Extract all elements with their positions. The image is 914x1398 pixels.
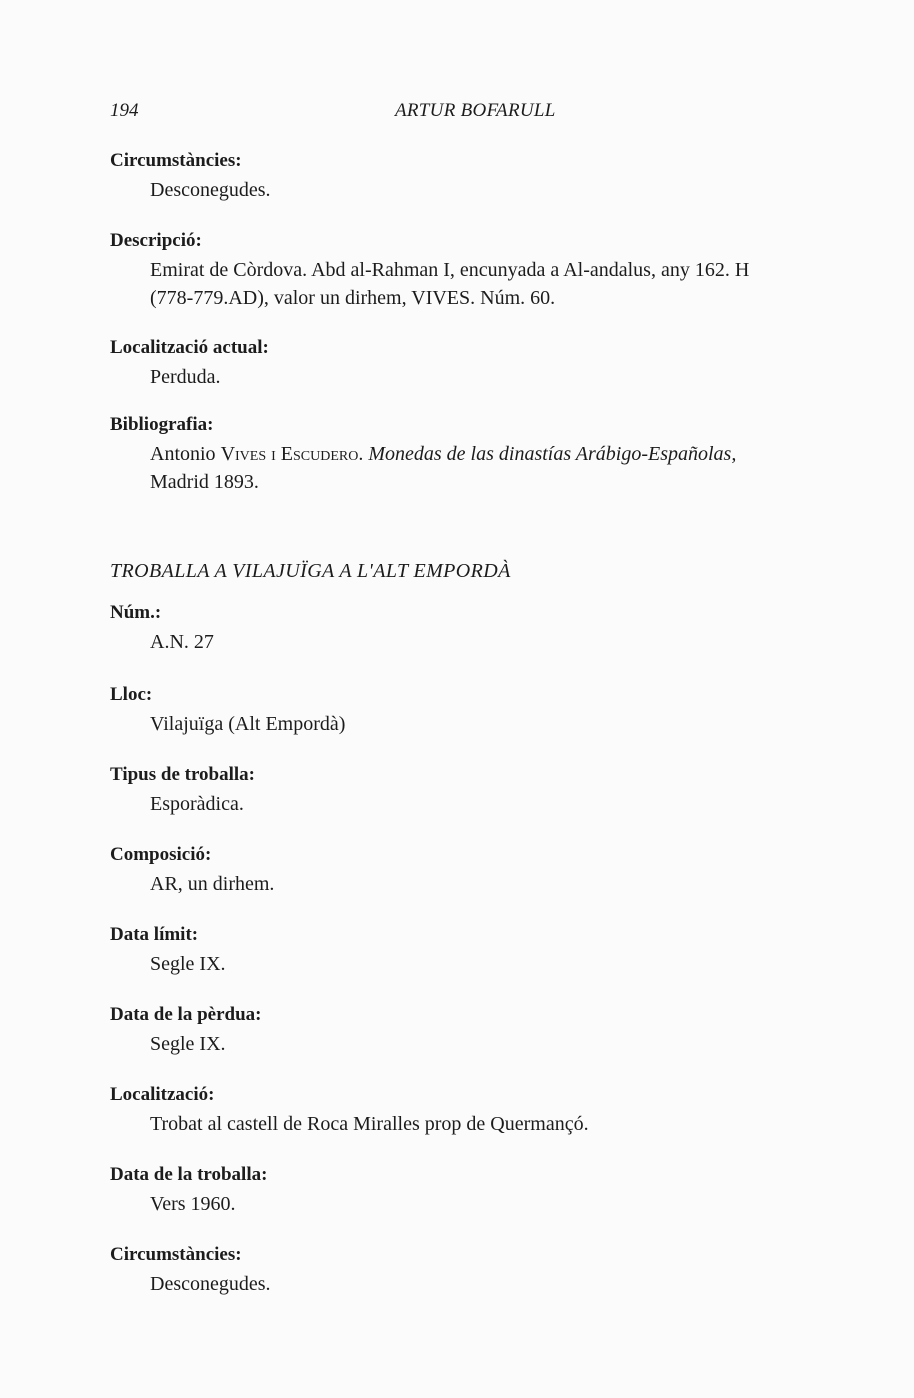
description-line-1: Emirat de Còrdova. Abd al-Rahman I, encunyada a Al-andalus, any 162. H (150, 259, 750, 281)
bibliography-place-year: Madrid 1893. (150, 471, 259, 493)
field-label: Tipus de troballa: (110, 764, 256, 785)
field-value: AR, un dirhem. (150, 873, 275, 895)
bibliography-author-first: Antonio (150, 443, 216, 465)
field-label: Bibliografia: (110, 414, 214, 435)
field-label: Descripció: (110, 230, 202, 251)
field-label: Data de la troballa: (110, 1164, 268, 1185)
field-label: Circumstàncies: (110, 150, 242, 171)
bibliography-title: Monedas de las dinastías Arábigo-Españolas, (368, 443, 737, 465)
record-field (110, 600, 870, 656)
page-number: 194 (110, 100, 139, 121)
record-field (110, 1242, 870, 1298)
field-bibliography (110, 412, 870, 496)
field-label: Composició: (110, 844, 212, 865)
record-field (110, 682, 870, 738)
field-label: Lloc: (110, 684, 153, 705)
field-value: Desconegudes. (150, 1273, 271, 1295)
field-label: Localització actual: (110, 337, 269, 358)
field-value: A.N. 27 (150, 631, 214, 653)
field-value: Desconegudes. (150, 179, 271, 201)
record-field (110, 1082, 870, 1138)
field-value: Esporàdica. (150, 793, 244, 815)
field-value: Segle IX. (150, 1033, 226, 1055)
field-label: Data de la pèrdua: (110, 1004, 262, 1025)
field-label: Circumstàncies: (110, 1244, 242, 1265)
field-description (110, 228, 870, 312)
record-field (110, 1162, 870, 1218)
description-line-2: (778-779.AD), valor un dirhem, VIVES. Núm. 60. (150, 287, 556, 309)
record-field (110, 922, 870, 978)
field-label: Data límit: (110, 924, 199, 945)
field-value (150, 440, 870, 496)
field-current-location (110, 335, 870, 391)
field-value: Vers 1960. (150, 1193, 236, 1215)
field-circumstances (110, 148, 870, 204)
record-field (110, 842, 870, 898)
field-label: Localització: (110, 1084, 215, 1105)
running-title: ARTUR BOFARULL (395, 100, 556, 121)
record-field (110, 1002, 870, 1058)
running-head (110, 100, 810, 130)
record-field (110, 762, 870, 818)
field-value: Perduda. (150, 366, 221, 388)
field-label: Núm.: (110, 602, 162, 623)
section-title: TROBALLA A VILAJUÏGA A L'ALT EMPORDÀ (110, 560, 511, 582)
field-value: Trobat al castell de Roca Miralles prop de Quermançó. (150, 1113, 589, 1135)
field-value: Segle IX. (150, 953, 226, 975)
field-value: Vilajuïga (Alt Empordà) (150, 713, 346, 735)
field-value (150, 256, 870, 312)
bibliography-author-surname: Vives i Escudero. (220, 443, 364, 465)
